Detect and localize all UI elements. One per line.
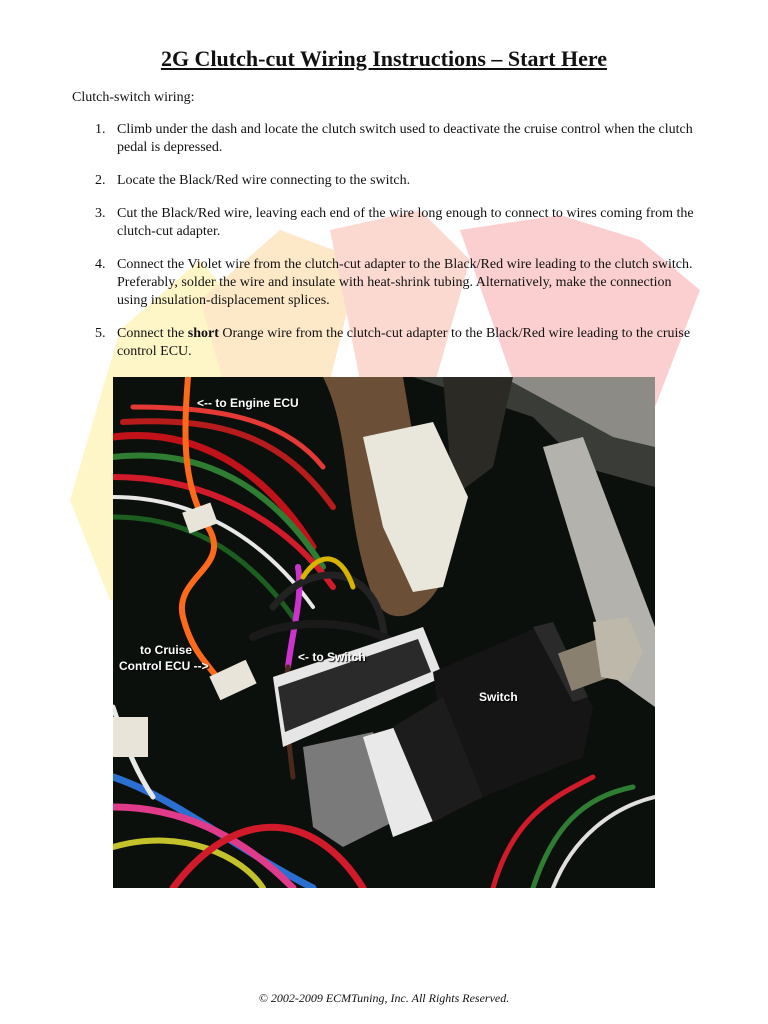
- label-to-switch: <- to Switch: [298, 650, 366, 664]
- step-number: 4.: [95, 257, 106, 272]
- step-text-before: Connect the: [117, 326, 188, 341]
- copyright-footer: © 2002-2009 ECMTuning, Inc. All Rights Reserved.: [258, 991, 510, 1005]
- page-title: 2G Clutch-cut Wiring Instructions – Start Here: [160, 46, 608, 71]
- step-text: Cut the Black/Red wire, leaving each end of the wire long enough to connect to wires coming from the clutch-cut adapter.: [117, 206, 694, 239]
- list-item: [72, 256, 702, 310]
- step-text-after: Orange wire from the clutch-cut adapter to the Black/Red wire leading to the cruise control ECU.: [117, 326, 691, 359]
- label-cruise-line1: to Cruise: [140, 643, 193, 657]
- step-text: Locate the Black/Red wire connecting to the switch.: [117, 173, 411, 188]
- list-item: [72, 325, 702, 361]
- label-switch: Switch: [479, 690, 518, 704]
- wiring-photo: [113, 377, 655, 888]
- list-item: [72, 205, 702, 241]
- list-item: [72, 172, 702, 190]
- step-number: 5.: [95, 326, 106, 341]
- wiring-photo-illustration: [113, 377, 655, 888]
- step-number: 1.: [95, 122, 106, 137]
- step-number: 3.: [95, 206, 106, 221]
- step-text: Connect the Violet wire from the clutch-cut adapter to the Black/Red wire leading to the clutch switch. Preferably, solder the wire and insulate with heat-shrink tubing. Alternatively, make the connection using insulation-displacement splices.: [117, 257, 693, 308]
- step-text-bold: short: [187, 326, 219, 341]
- step-number: 2.: [95, 173, 106, 188]
- step-text: [117, 325, 702, 361]
- instruction-list: [72, 121, 702, 376]
- label-cruise-line2: Control ECU -->: [119, 659, 209, 673]
- label-engine-ecu: <-- to Engine ECU: [197, 396, 299, 410]
- section-intro: Clutch-switch wiring:: [72, 90, 195, 105]
- list-item: [72, 121, 702, 157]
- step-text: Climb under the dash and locate the clutch switch used to deactivate the cruise control when the clutch pedal is depressed.: [117, 122, 693, 155]
